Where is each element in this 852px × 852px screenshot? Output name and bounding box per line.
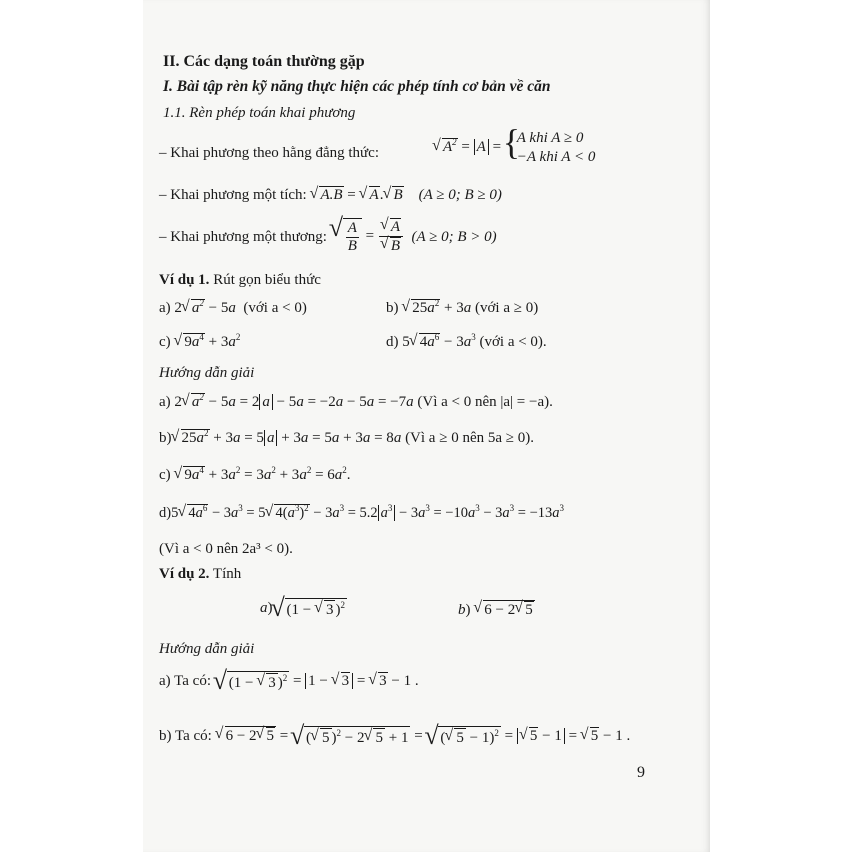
page-number: 9 — [637, 764, 645, 781]
rule3-cond: (A ≥ 0; B > 0) — [411, 228, 497, 245]
ex2-a: a)√ (1 − √ 3 )$^2$ — [260, 598, 347, 619]
ex2-b: b) √ 6 − 2√ 5 — [458, 600, 535, 619]
sol1-c: c) √ $9a^4 + 3a^2 = 3a^2 + 3a^2 = 6a^2$. — [159, 466, 351, 484]
ex1-a: a) 2√ $a^2 - 5a$ (với a < 0) — [159, 299, 307, 317]
rule2-line: – Khai phương một tích: √ A.B = √ A.√ B (A ≥ 0; B ≥ 0) — [159, 186, 502, 204]
subsection-title: I. Bài tập rèn kỹ năng thực hiện các phép tính cơ bản về căn — [163, 78, 551, 95]
rule2-cond: (A ≥ 0; B ≥ 0) — [418, 187, 502, 203]
sol1-b: b)√ $25a^2 + 3a = 5$ a + 3a = 5a + 3a = 8a (Vì a ≥ 0 nên 5a ≥ 0). — [159, 429, 534, 447]
example2-task: Tính — [212, 566, 242, 582]
ex1-d: d) 5√ $4a^6 - 3a^3$ (với a < 0). — [386, 333, 547, 351]
ex1-b-cond: (với a ≥ 0) — [474, 300, 539, 316]
rule1-case1: A khi A ≥ 0 — [516, 130, 584, 146]
rule1-text: – Khai phương theo hằng đẳng thức: — [159, 145, 379, 161]
example1-task: Rút gọn biểu thức — [213, 272, 321, 288]
guide2-label: Hướng dẫn giải — [159, 641, 255, 657]
example2-label: Ví dụ 2. — [159, 566, 210, 582]
sol1-d-note: (Vì a < 0 nên 2a³ < 0). — [159, 541, 293, 557]
sol1-b-note: (Vì a ≥ 0 nên 5a ≥ 0). — [405, 430, 534, 446]
ex1-c: c) √ $9a^4 + 3a^2$ — [159, 333, 240, 351]
sol2-b-prefix: b) Ta có: — [159, 728, 212, 745]
guide1-label: Hướng dẫn giải — [159, 365, 255, 381]
rule1-formula: √ $A^2 = A$ = { A khi A ≥ 0 −A khi A < 0 — [433, 129, 595, 167]
example1-label: Ví dụ 1. — [159, 272, 210, 288]
sol2-a-prefix: a) Ta có: — [159, 673, 211, 690]
sol1-d: d)5√ $4a^6 - 3a^3 = 5√$ $4(a^3)^2 - 3a^3 = 5.2$ $a^3 - 3a^3 = -10a^3 - 3a^3 = -13a^3$ — [159, 504, 564, 522]
rule1-case2: −A khi A < 0 — [516, 148, 596, 165]
rule3-text: – Khai phương một thương: — [159, 228, 327, 245]
sol2-a: a) Ta có: √ (1 − √ 3 )$^2$ = 1 − √ 3 = √ 3 − 1 . — [159, 671, 419, 692]
sol2-b: b) Ta có: √ 6 − 2√ 5 = √ (√ 5 )$^2$ − 2√ 5 + 1 = √ (√ 5 − 1)$^2$ = √ 5 − 1 = √ 5 − 1 . — [159, 726, 630, 747]
sol1-a: a) 2√ $a^2 - 5a = 2$ a − 5a = −2a − 5a = −7a (Vì a < 0 nên |a| = −a). — [159, 393, 553, 411]
ex1-d-cond: (với a < 0). — [479, 334, 547, 350]
rule3-line: – Khai phương một thương: √ $\frac{A}{B}$ = √ A √ B (A ≥ 0; B > 0) — [159, 218, 497, 256]
subsubsection-title: 1.1. Rèn phép toán khai phương — [163, 105, 356, 121]
rule2-text: – Khai phương một tích: — [159, 187, 307, 203]
ex1-a-cond: (với a < 0) — [243, 300, 307, 316]
sol1-a-note: (Vì a < 0 nên |a| = −a). — [417, 394, 553, 410]
section-title: II. Các dạng toán thường gặp — [163, 53, 365, 70]
example2-heading — [159, 565, 241, 583]
example1-heading — [159, 271, 321, 289]
ex1-b: b) √ $25a^2 + 3a$ (với a ≥ 0) — [386, 299, 538, 317]
